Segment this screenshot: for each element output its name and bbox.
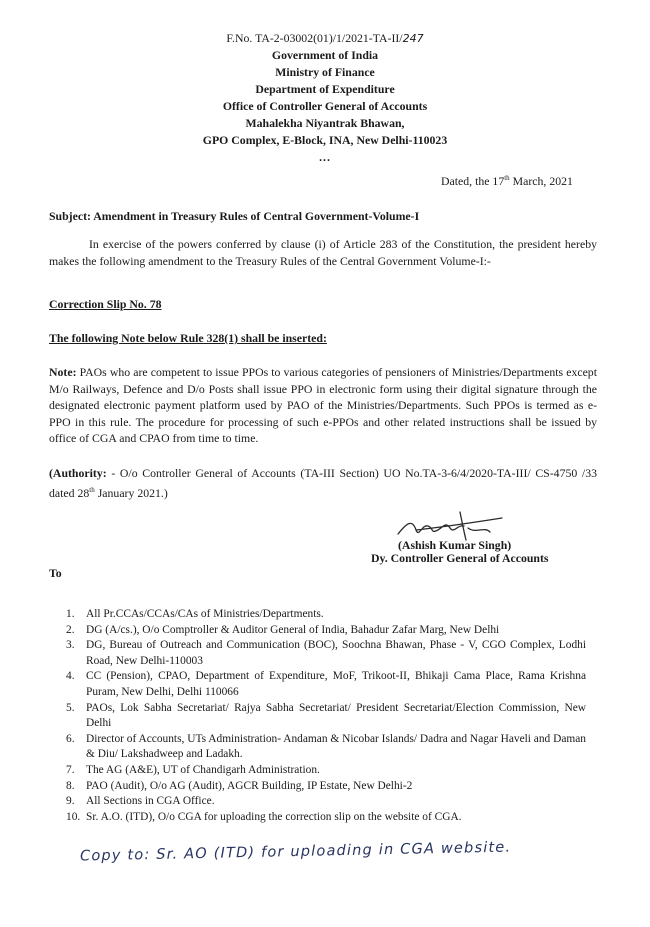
list-item <box>66 779 586 795</box>
list-item-number: 8. <box>66 779 75 792</box>
note-paragraph <box>49 364 597 447</box>
list-item-number: 3. <box>66 639 75 652</box>
letterhead <box>0 30 650 166</box>
list-item-text: All Pr.CCAs/CCAs/CAs of Ministries/Departments. <box>86 608 324 620</box>
signatory-name: (Ashish Kumar Singh) <box>398 538 512 552</box>
date-sup: th <box>504 174 510 183</box>
list-item-number: 2. <box>66 623 75 636</box>
note-text: PAOs who are competent to issue PPOs to various categories of pensioners of Ministries/Departments except M/o Railways, Defence and D/o Posts shall issue PPO in electronic form using their digital signature through the designated electronic payment platform used by PAO of the Ministries/Departments. Such PPOs is termed as e-PPO in this rule. The procedure for processing of such e-PPOs and other related instructions shall be issued by office of CGA and CPAO from time to time. <box>49 365 597 446</box>
list-item-number: 9. <box>66 795 75 808</box>
date-suffix: March, 2021 <box>509 174 573 188</box>
list-item-text: All Sections in CGA Office. <box>86 795 215 808</box>
list-item-text: DG (A/cs.), O/o Comptroller & Auditor General of India, Bahadur Zafar Marg, New Delhi <box>86 623 500 636</box>
letterhead-line-3: Department of Expenditure <box>255 82 395 96</box>
date-line <box>441 174 573 189</box>
list-item-number: 4. <box>66 670 75 683</box>
authority-sup: th <box>89 485 95 494</box>
note-heading: The following Note below Rule 328(1) shall be inserted: <box>49 331 327 345</box>
list-item-text: PAOs, Lok Sabha Secretariat/ Rajya Sabha Secretariat/ President Secretariat/Election Commission, New Delhi <box>86 701 586 730</box>
handwritten-copy-note: Copy to: Sr. AO (ITD) for uploading in CGA website. <box>79 839 512 865</box>
letterhead-line-1: Government of India <box>271 48 379 62</box>
file-number <box>0 30 650 47</box>
list-item <box>66 701 586 732</box>
letterhead-line-6: GPO Complex, E-Block, INA, New Delhi-110023 <box>202 133 448 147</box>
authority-paragraph <box>49 465 597 501</box>
list-item <box>66 763 586 779</box>
list-item <box>66 607 586 623</box>
list-item <box>66 732 586 763</box>
list-item-text: PAO (Audit), O/o AG (Audit), AGCR Building, IP Estate, New Delhi-2 <box>86 779 413 792</box>
note-label: Note: <box>49 365 77 379</box>
letterhead-line-4: Office of Controller General of Accounts <box>222 99 428 113</box>
list-item <box>66 810 586 826</box>
authority-tail: January 2021.) <box>94 485 168 500</box>
file-number-handwritten: 247 <box>402 32 424 45</box>
list-item-number: 6. <box>66 732 75 745</box>
list-item-text: CC (Pension), CPAO, Department of Expenditure, MoF, Trikoot-II, Bhikaji Cama Place, Rama Krishna Puram, New Delhi, Delhi 110066 <box>86 670 586 698</box>
letterhead-line-2: Ministry of Finance <box>275 65 375 79</box>
file-number-text: F.No. TA-2-03002(01)/1/2021-TA-II/ <box>226 31 403 45</box>
correction-slip-number: Correction Slip No. 78 <box>49 297 162 311</box>
list-item <box>66 623 586 639</box>
to-label: To <box>49 566 62 580</box>
authority-label: (Authority: <box>49 466 107 480</box>
subject-line: Subject: Amendment in Treasury Rules of Central Government-Volume-I <box>49 209 420 223</box>
signatory-designation: Dy. Controller General of Accounts <box>371 551 549 565</box>
list-item-text: The AG (A&E), UT of Chandigarh Administration. <box>86 763 320 776</box>
intro-paragraph: In exercise of the powers conferred by clause (i) of Article 283 of the Constitution, the president hereby makes the following amendment to the Treasury Rules of the Central Government Volume-I:- <box>49 237 597 268</box>
date-prefix: Dated, the 17 <box>441 174 505 188</box>
list-item-number: 5. <box>66 701 75 714</box>
letterhead-dots: ... <box>319 150 331 164</box>
distribution-list <box>66 607 586 825</box>
list-item <box>66 794 586 810</box>
list-item <box>66 638 586 669</box>
authority-text: - O/o Controller General of Accounts (TA-III Section) UO No.TA-3-6/4/2020-TA-III/ CS-4750 /33 dated 28 <box>49 466 597 500</box>
list-item-number: 7. <box>66 763 75 776</box>
letterhead-line-5: Mahalekha Niyantrak Bhawan, <box>245 116 405 130</box>
list-item-text: DG, Bureau of Outreach and Communication (BOC), Soochna Bhawan, Phase - V, CGO Complex, Lodhi Road, New Delhi-110003 <box>86 639 586 667</box>
list-item <box>66 669 586 700</box>
list-item-text: Director of Accounts, UTs Administration- Andaman & Nicobar Islands/ Dadra and Nagar Haveli and Daman & Diu/ Lakshadweep and Ladakh. <box>86 732 586 761</box>
list-item-number: 10. <box>66 810 81 823</box>
list-item-number: 1. <box>66 608 75 620</box>
list-item-text: Sr. A.O. (ITD), O/o CGA for uploading the correction slip on the website of CGA. <box>86 810 462 823</box>
